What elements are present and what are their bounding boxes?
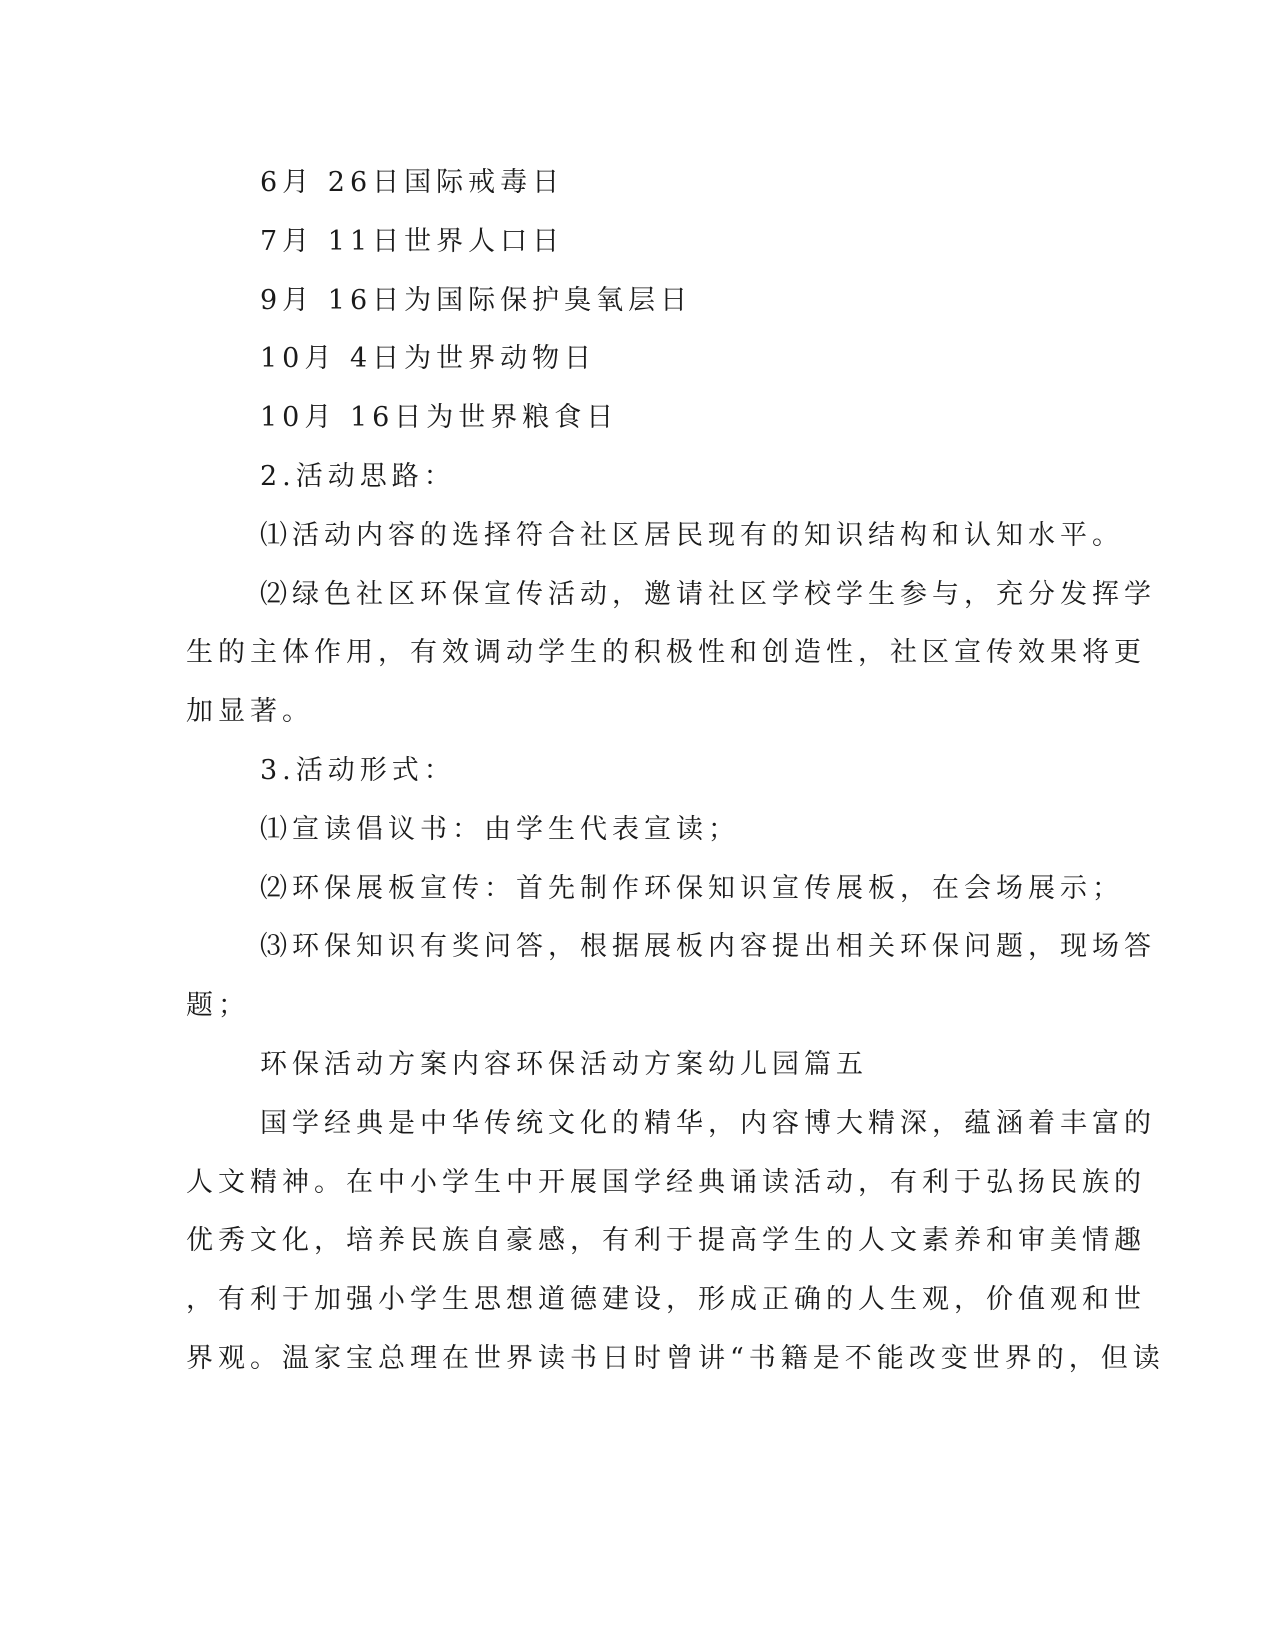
text-line: ⑵环保展板宣传：首先制作环保知识宣传展板，在会场展示； bbox=[260, 873, 1124, 904]
section-title: 环保活动方案内容环保活动方案幼儿园篇五 bbox=[260, 1049, 868, 1080]
text-line: ⑵绿色社区环保宣传活动，邀请社区学校学生参与，充分发挥学 bbox=[260, 579, 1156, 610]
text-line: 国学经典是中华传统文化的精华，内容博大精深，蕴涵着丰富的 bbox=[260, 1108, 1156, 1139]
text-line: 人文精神。在中小学生中开展国学经典诵读活动，有利于弘扬民族的 bbox=[186, 1167, 1146, 1198]
text-line: 6月 26日国际戒毒日 bbox=[260, 167, 565, 198]
section-heading: 2.活动思路： bbox=[260, 461, 456, 492]
text-line: 10月 4日为世界动物日 bbox=[260, 343, 597, 374]
text-line: ⑴活动内容的选择符合社区居民现有的知识结构和认知水平。 bbox=[260, 520, 1124, 551]
text-line: 9月 16日为国际保护臭氧层日 bbox=[260, 285, 693, 316]
text-line: 优秀文化，培养民族自豪感，有利于提高学生的人文素养和审美情趣 bbox=[186, 1225, 1146, 1256]
section-heading: 3.活动形式： bbox=[260, 755, 456, 786]
text-line: 生的主体作用，有效调动学生的积极性和创造性，社区宣传效果将更 bbox=[186, 637, 1146, 668]
text-line: ，有利于加强小学生思想道德建设，形成正确的人生观，价值观和世 bbox=[186, 1284, 1146, 1315]
text-line: 题； bbox=[186, 990, 250, 1021]
text-line: 界观。温家宝总理在世界读书日时曾讲“书籍是不能改变世界的，但读 bbox=[186, 1343, 1165, 1374]
text-line: 7月 11日世界人口日 bbox=[260, 226, 565, 257]
text-line: ⑴宣读倡议书：由学生代表宣读； bbox=[260, 814, 740, 845]
text-line: 10月 16日为世界粮食日 bbox=[260, 402, 619, 433]
text-line: ⑶环保知识有奖问答，根据展板内容提出相关环保问题，现场答 bbox=[260, 931, 1156, 962]
text-line: 加显著。 bbox=[186, 696, 314, 727]
